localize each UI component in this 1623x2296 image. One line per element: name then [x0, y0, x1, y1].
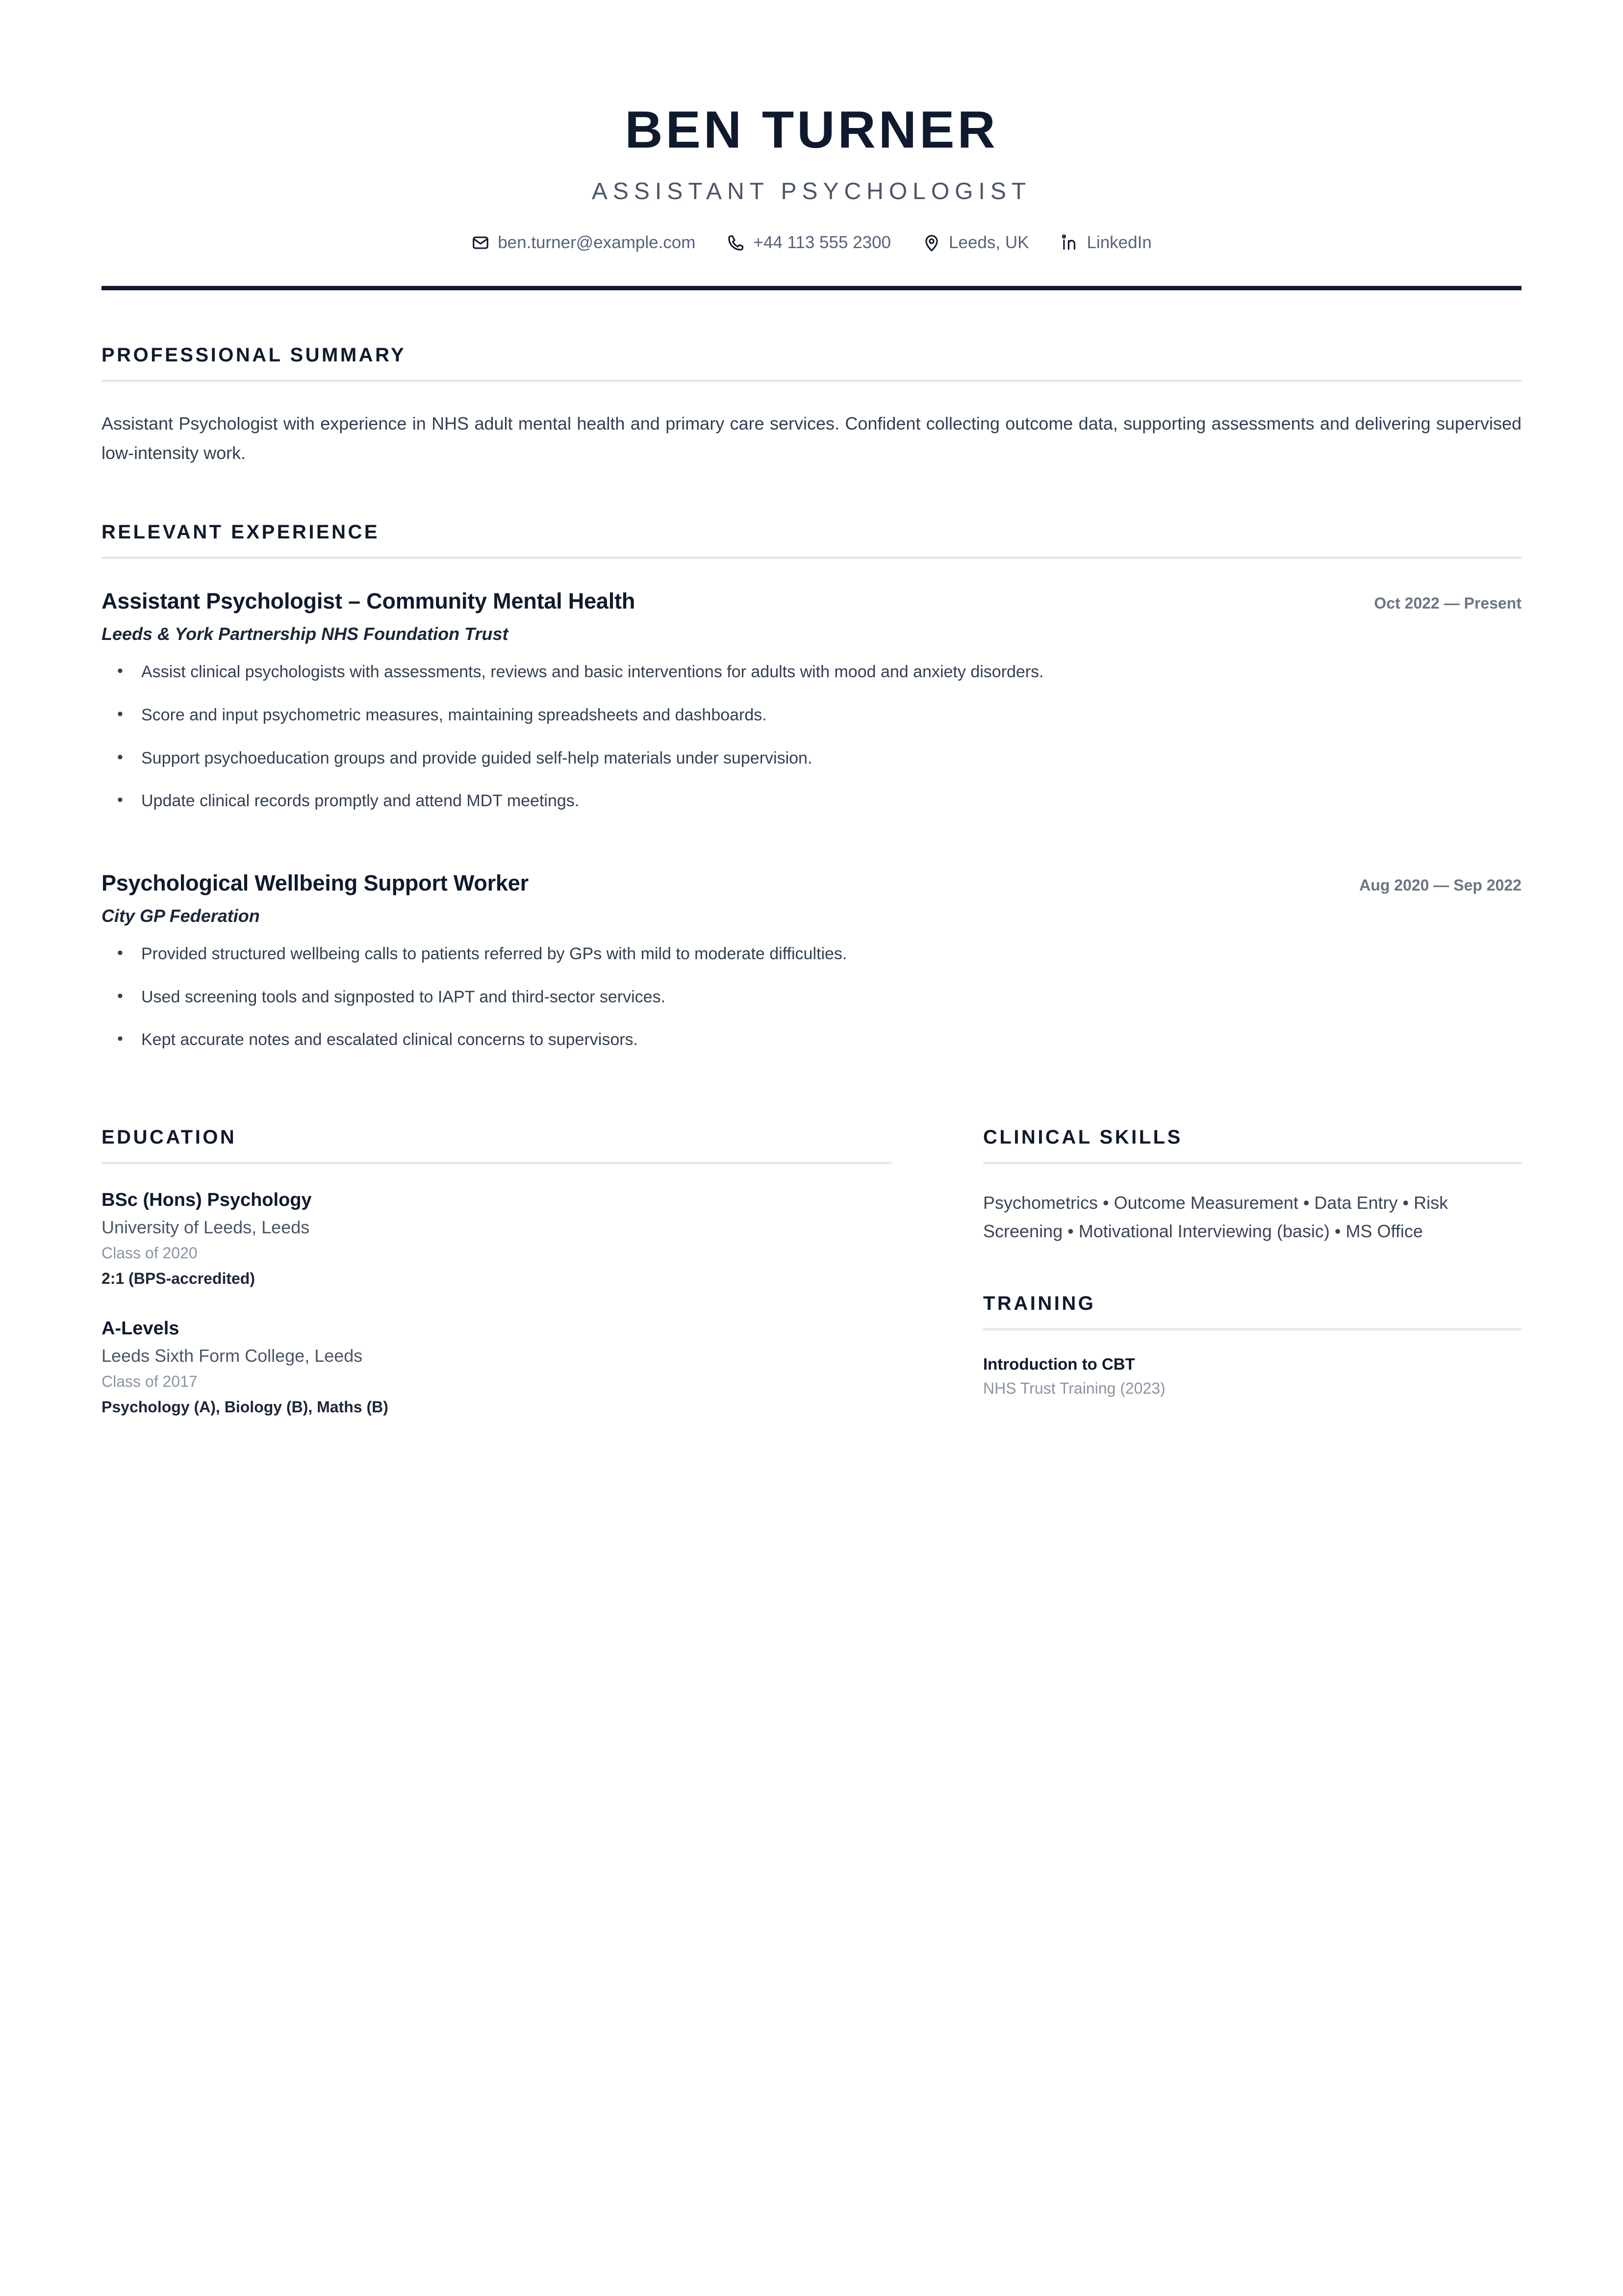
education-detail: 2:1 (BPS-accredited) — [101, 1269, 255, 1287]
contact-location-label: Leeds, UK — [949, 233, 1029, 253]
lower-columns — [101, 1126, 1522, 1416]
experience-organisation: City GP Federation — [101, 905, 260, 926]
header-divider — [101, 286, 1522, 290]
summary-body: Assistant Psychologist with experience in NHS adult mental health and primary care services. Confident collecting outcome data, supporting assessments and delivering supervised low-intensity work. — [101, 413, 1522, 463]
contact-location — [922, 233, 1029, 253]
experience-role: Psychological Wellbeing Support Worker — [101, 870, 529, 895]
education-entry — [101, 1190, 891, 1288]
list-item: • Provided structured wellbeing calls to patients referred by GPs with mild to moderate difficulties. — [101, 941, 1522, 967]
column-left — [101, 1126, 891, 1416]
linkedin-icon — [1060, 233, 1079, 252]
experience-role: Assistant Psychologist – Community Mental Health — [101, 588, 635, 614]
list-item: • Assist clinical psychologists with assessments, reviews and basic interventions for adults with mood and anxiety disorders. — [101, 659, 1522, 685]
education-entry — [101, 1318, 891, 1416]
list-item: • Used screening tools and signposted to IAPT and third-sector services. — [101, 984, 1522, 1010]
experience-entry-header — [101, 588, 1522, 614]
skills-body: Psychometrics • Outcome Measurement • Data Entry • Risk Screening • Motivational Interviewing (basic) • MS Office — [983, 1192, 1448, 1242]
contact-email[interactable] — [471, 233, 695, 253]
section-professional-summary — [101, 344, 1522, 467]
experience-bullet-list — [101, 659, 1522, 814]
candidate-job-title: ASSISTANT PSYCHOLOGIST — [591, 179, 1032, 205]
education-school: Leeds Sixth Form College, Leeds — [101, 1345, 363, 1366]
experience-bullet-list — [101, 941, 1522, 1053]
education-year: Class of 2020 — [101, 1244, 198, 1262]
section-divider — [983, 1162, 1522, 1164]
section-title-summary: PROFESSIONAL SUMMARY — [101, 344, 406, 366]
list-item: • Score and input psychometric measures, maintaining spreadsheets and dashboards. — [101, 702, 1522, 728]
training-organisation: NHS Trust Training (2023) — [983, 1379, 1166, 1397]
section-training — [983, 1293, 1522, 1398]
education-year: Class of 2017 — [101, 1372, 198, 1390]
section-title-experience: RELEVANT EXPERIENCE — [101, 521, 380, 543]
experience-dates: Oct 2022 — Present — [1374, 594, 1522, 612]
section-title-training: TRAINING — [983, 1292, 1096, 1314]
candidate-name: BEN TURNER — [625, 100, 998, 159]
location-pin-icon — [922, 233, 941, 252]
contact-row — [101, 233, 1522, 253]
experience-organisation: Leeds & York Partnership NHS Foundation Trust — [101, 624, 508, 644]
training-entry — [983, 1355, 1522, 1398]
education-school: University of Leeds, Leeds — [101, 1217, 310, 1237]
education-degree: BSc (Hons) Psychology — [101, 1189, 312, 1210]
section-clinical-skills — [983, 1126, 1522, 1246]
section-divider — [101, 557, 1522, 559]
list-item: • Update clinical records promptly and attend MDT meetings. — [101, 788, 1522, 814]
section-relevant-experience — [101, 521, 1522, 1053]
list-item: • Support psychoeducation groups and provide guided self-help materials under supervision. — [101, 745, 1522, 771]
training-name: Introduction to CBT — [983, 1354, 1135, 1373]
phone-icon — [727, 233, 745, 252]
experience-entry-header — [101, 870, 1522, 896]
resume-header — [101, 0, 1522, 290]
education-degree: A-Levels — [101, 1318, 179, 1339]
contact-email-label: ben.turner@example.com — [498, 233, 696, 253]
experience-entry — [101, 870, 1522, 1053]
education-detail: Psychology (A), Biology (B), Maths (B) — [101, 1398, 388, 1416]
list-item: • Kept accurate notes and escalated clinical concerns to supervisors. — [101, 1027, 1522, 1053]
contact-linkedin-label: LinkedIn — [1087, 233, 1152, 253]
email-icon — [471, 233, 490, 252]
section-title-skills: CLINICAL SKILLS — [983, 1126, 1183, 1148]
section-title-education: EDUCATION — [101, 1126, 237, 1148]
section-divider — [983, 1328, 1522, 1330]
section-education — [101, 1126, 891, 1416]
contact-linkedin[interactable] — [1060, 233, 1151, 253]
experience-entry — [101, 588, 1522, 814]
contact-phone[interactable] — [727, 233, 891, 253]
section-divider — [101, 380, 1522, 382]
contact-phone-label: +44 113 555 2300 — [753, 233, 891, 253]
section-divider — [101, 1162, 891, 1164]
experience-dates: Aug 2020 — Sep 2022 — [1359, 876, 1522, 894]
column-right — [983, 1126, 1522, 1398]
